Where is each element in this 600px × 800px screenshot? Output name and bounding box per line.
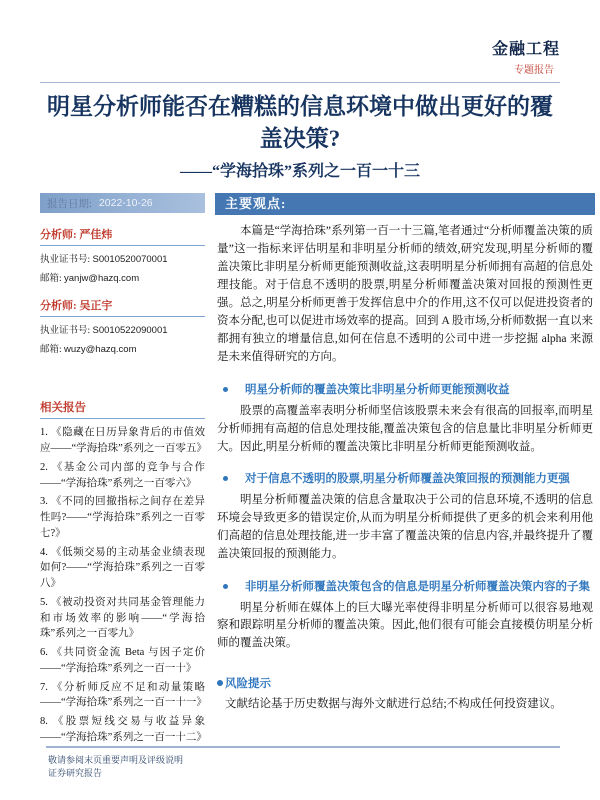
analyst-email-line: [40, 341, 205, 355]
email-value: yanjw@hazq.com: [64, 273, 140, 285]
related-report-item: 5. 《被动投资对共同基金管理能力和市场效率的影响——“学海拾珠”系列之一百零九》: [40, 596, 205, 640]
content-columns: [40, 193, 595, 745]
analyst-label: 分析师:: [40, 300, 77, 313]
bullet-body: 股票的高覆盖率表明分析师坚信该股票未来会有很高的回报率,而明星分析师拥有高超的信息处理技能,覆盖决策包含的信息量比非明星分析师更大。因此,明星分析师的覆盖决策比非明星分析师更能预测收益。: [217, 404, 593, 453]
related-reports-title: 相关报告: [40, 399, 205, 419]
risk-title: 风险提示: [225, 678, 271, 691]
report-category: 金融工程: [491, 41, 560, 58]
risk-heading: [215, 675, 595, 691]
key-points-header: 主要观点:: [215, 193, 595, 215]
bullet-heading: [215, 382, 595, 399]
cert-number: S0010522090001: [92, 325, 168, 337]
analyst-name: 严佳炜: [79, 229, 113, 242]
footer-report-type: 证券研究报告: [48, 768, 103, 779]
report-subtitle: ——“学海拾珠”系列之一百一十三: [179, 163, 420, 181]
bullet-heading: [215, 579, 595, 596]
footer-disclaimer: 敬请参阅末页重要声明及评级说明: [48, 755, 184, 765]
related-report-item: 1. 《隐藏在日历异象背后的市值效应——“学海拾珠”系列之一百零五》: [40, 427, 207, 455]
bullet-title: 明星分析师的覆盖决策比非明星分析师更能预测收益: [245, 383, 510, 396]
brand-block: [0, 0, 600, 76]
analyst-cert-line: [40, 251, 205, 265]
report-date-label: 报告日期:: [47, 198, 92, 210]
email-label: 邮箱:: [40, 345, 62, 356]
analyst-label: 分析师:: [40, 229, 77, 242]
header-divider: [40, 82, 560, 83]
bullet-heading: [215, 471, 595, 488]
related-report-item: 7. 《分析师反应不足和动量策略——“学海拾珠”系列之一百一十一》: [40, 681, 207, 709]
email-value: wuzy@hazq.com: [64, 344, 137, 356]
report-date-bar: [40, 193, 205, 213]
bullet-dot-icon: [223, 387, 228, 392]
bullet-dot-icon: [217, 680, 223, 686]
cert-label: 执业证书号:: [40, 255, 91, 266]
analyst-block: [40, 226, 205, 284]
report-title: 明星分析师能否在糟糕的信息环境中做出更好的覆盖决策?: [47, 94, 553, 151]
report-date-value: 2022-10-26: [98, 197, 153, 210]
sidebar: [40, 193, 205, 745]
bullet-body: 明星分析师覆盖决策的信息含量取决于公司的信息环境,不透明的信息环境会导致更多的错误定价,从而为明星分析师提供了更多的机会来利用他们高超的信息处理技能,进一步丰富了覆盖决策的信息内容,并最终提升了覆盖决策回报的预测能力。: [217, 494, 593, 560]
page-footer: [48, 746, 560, 780]
main-content: [215, 193, 595, 714]
bullet-title: 对于信息不透明的股票,明星分析师覆盖决策回报的预测能力更强: [245, 473, 570, 486]
analyst-name-row: [40, 297, 205, 317]
analyst-block: [40, 297, 205, 355]
bullet-body: 明星分析师在媒体上的巨大曝光率使得非明星分析师可以很容易地观察和跟踪明星分析师的覆盖决策。因此,他们很有可能会直接模仿明星分析师的覆盖决策。: [217, 601, 593, 650]
related-report-item: 4. 《低频交易的主动基金业绩表现如何?——“学海拾珠”系列之一百零八》: [40, 546, 205, 590]
bullet-title: 非明星分析师覆盖决策包含的信息是明星分析师覆盖决策内容的子集: [245, 580, 590, 593]
summary-paragraph: 本篇是“学海拾珠”系列第一百一十三篇,笔者通过“分析师覆盖决策的质量”这一指标来评估明星和非明星分析师的绩效,研究发现,明星分析师的覆盖决策比非明星分析师更能预测收益,这表明明星分析师拥有高超的信息处理技能。对于信息不透明的股票,明星分析师覆盖决策对回报的预测性更强。总之,明星分析师更善于发挥信息中介的作用,这不仅可以促进投资者的资本分配,也可以促进市场效率的提高。回到 A 股市场,分析师数据一直以来都拥有独立的增量信息,如何在信息不透明的公司中进一步挖掘 alpha 来源是未来值得研究的方向。: [217, 225, 593, 364]
bullet-dot-icon: [223, 584, 228, 589]
related-report-item: 3. 《不同的回撤指标之间存在差异性吗?——“学海拾珠”系列之一百零七?》: [40, 496, 205, 539]
related-report-item: 2. 《基金公司内部的竞争与合作——“学海拾珠”系列之一百零六》: [40, 461, 205, 489]
footer-divider: [46, 746, 560, 748]
email-label: 邮箱:: [40, 274, 62, 285]
analyst-cert-line: [40, 322, 205, 336]
report-type: 专题报告: [514, 65, 554, 76]
cert-label: 执业证书号:: [40, 326, 91, 337]
bullet-dot-icon: [223, 476, 228, 481]
risk-body: 文献结论基于历史数据与海外文献进行总结;不构成任何投资建议。: [225, 698, 562, 711]
cert-number: S0010520070001: [92, 254, 168, 266]
related-report-item: 6. 《共同资金流 Beta 与因子定价——“学海拾珠”系列之一百一十》: [40, 647, 205, 674]
analyst-email-line: [40, 270, 205, 284]
analyst-name-row: [40, 226, 205, 246]
analyst-name: 吴正宇: [79, 300, 113, 313]
related-report-item: 8. 《股票短线交易与收益异象——“学海拾珠”系列之一百一十二》: [40, 716, 207, 743]
related-reports: [40, 399, 205, 745]
